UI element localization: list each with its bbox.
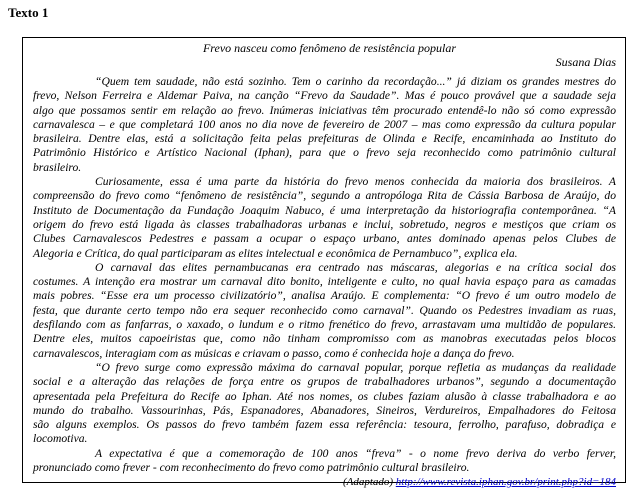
- article-body: [33, 75, 616, 475]
- paragraph-line: “O frevo surge como expressão máxima do carnaval popular, porque refletia as mudanças da realidade: [95, 360, 616, 374]
- article-box: [22, 37, 626, 489]
- paragraph-line: locomotiva.: [33, 432, 88, 446]
- paragraph-line: pronunciado como frever - com reconhecimento do frevo como patrimônio cultural brasileiro.: [33, 461, 470, 475]
- paragraph: [33, 447, 616, 476]
- paragraph: [33, 261, 616, 361]
- paragraph-line: Clubes Carnavalescos Pedestres e passam a ocupar o espaço urbano, antes dominado apenas pelos Clubes de: [33, 232, 616, 246]
- paragraph-line: Dentre eles, muitos capoeiristas que, como não tinham compromisso com as manobras executadas pelos blocos: [33, 332, 616, 346]
- paragraph-line: mais pobres. “Esse era um processo civilizatório”, analisa Araújo. E complementa: “O frevo é um outro modelo de: [33, 289, 616, 303]
- paragraph-line: Curiosamente, essa é uma parte da história do frevo menos conhecida da maioria dos brasileiros. A: [95, 175, 616, 189]
- paragraph-line: Instituto de Documentação da Fundação Joaquim Nabuco, é uma interpretação da historiografia contemporânea. “A: [33, 203, 616, 217]
- paragraph-line: social e a alteração das relações de força entre os grupos de trabalhadores urbanos”, segundo a documentação: [33, 375, 616, 389]
- paragraph-line: mundo do trabalho. Vassourinhas, Pás, Espanadores, Abanadores, Sineiros, Verdureiros, Empalhadores do Feitosa: [33, 403, 616, 417]
- paragraph-line: brasileira. Dentre elas, está a solicitação feita pelas prefeituras de Olinda e Recife, encaminhada ao Instituto do: [33, 132, 616, 146]
- paragraph-line: desfilando com as fanfarras, o xaxado, o lundum e o ritmo frenético do frevo, arrastavam uma multidão de populares.: [33, 318, 616, 332]
- paragraph-line: carnavalescos, interagiam com as músicas e criavam o passo, como é conhecida hoje a dança do frevo.: [33, 346, 515, 360]
- article-title: Frevo nasceu como fenômeno de resistência popular: [202, 41, 457, 55]
- paragraph: [33, 361, 616, 447]
- paragraph-line: brasileiro.: [33, 160, 82, 174]
- paragraph: [33, 75, 616, 175]
- paragraph: [33, 175, 616, 261]
- paragraph-line: “Quem tem saudade, não está sozinho. Tem o carinho da recordação...” já diziam os grandes mestres do: [95, 75, 616, 88]
- paragraph-line: Patrimônio Histórico e Artístico Nacional (Iphan), para que o frevo seja reconhecido como patrimônio cultural: [33, 146, 616, 160]
- paragraph-line: frevo, Nelson Ferreira e Aldemar Paiva, na canção “Frevo da Saudade”. Mas é pouco provável que a saudade seja: [33, 89, 616, 103]
- paragraph-line: apresentada pela Prefeitura do Recife ao Iphan. Até nos nomes, os clubes faziam alusão à classe trabalhadora e ao: [33, 389, 616, 403]
- paragraph-line: Alegoria e Crítica, do qual participaram as elites intelectual e econômica de Pernambuco”, explica ela.: [33, 246, 518, 260]
- paragraph-line: A expectativa é que a comemoração de 100 anos “freva” - o nome frevo deriva do verbo ferver,: [95, 446, 616, 460]
- source-prefix: (Adaptado): [342, 476, 394, 489]
- paragraph-line: festa, que durante certo tempo não era sequer reconhecido como carnaval”. Quando os Pedestres invadiam as ruas,: [33, 303, 616, 317]
- paragraph-line: O carnaval das elites pernambucanas era centrado nas máscaras, alegorias e na crítica social dos: [95, 260, 616, 274]
- source-citation: [33, 475, 616, 489]
- paragraph-line: compreensão do frevo como “fenômeno de resistência”, segundo a antropóloga Rita de Cássia Barbosa de Araújo, do: [33, 189, 616, 203]
- paragraph-line: origem do frevo está ligada às classes trabalhadoras urbanas e inclui, sobretudo, negros e mestiços que criam os: [33, 217, 616, 231]
- paragraph-line: costumes. A intenção era mostrar um carnaval dito bonito, inteligente e culto, no qual havia espaço para as camadas: [33, 275, 616, 289]
- text-label: Texto 1: [8, 5, 49, 20]
- paragraph-line: algo que possamos sentir em relação ao frevo. Inúmeras iniciativas têm procurado entendê-lo não só como expressão: [33, 103, 616, 117]
- article-author: Susana Dias: [555, 55, 616, 69]
- paragraph-line: são alguns exemplos. Os passos do frevo também fazem essa referência: tesoura, ferrolho, parafuso, dobradiça e: [33, 418, 616, 432]
- paragraph-line: carnavalesca – e que completará 100 anos no dia nove de fevereiro de 2007 – mas como expressão da cultura popular: [33, 117, 616, 131]
- source-link[interactable]: http://www.revista.iphan.gov.br/print.php?id=184: [395, 476, 616, 489]
